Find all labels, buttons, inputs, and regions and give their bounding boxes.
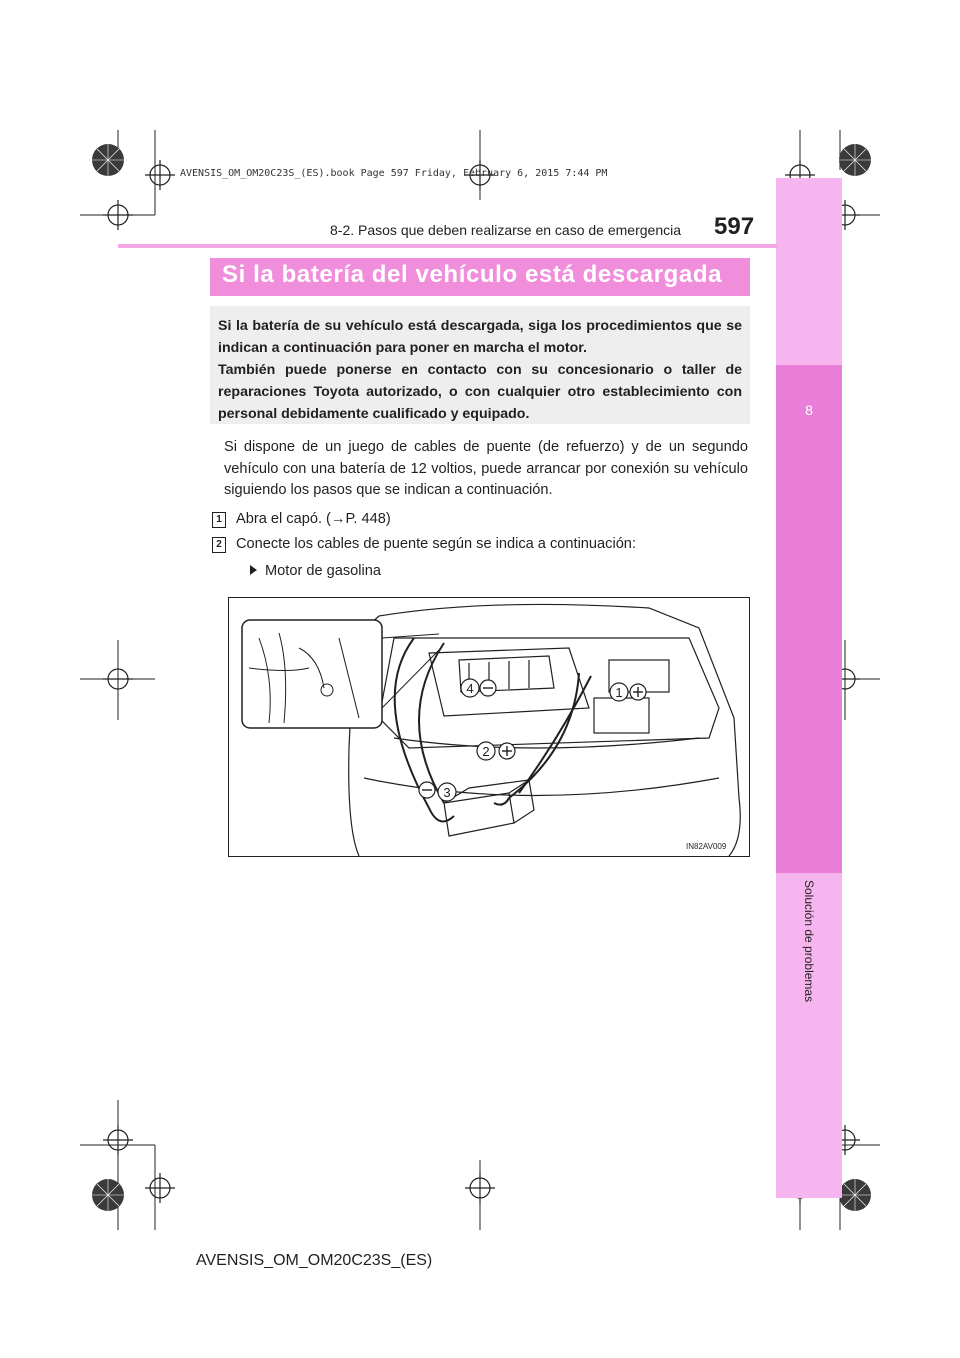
engine-illustration xyxy=(229,598,750,857)
callout-1: 1 xyxy=(615,685,623,700)
chapter-tab-label: Solución de problemas xyxy=(802,880,816,1003)
intro-paragraph-2: También puede ponerse en contacto con su concesionario o taller de reparaciones Toyota autorizado, o con cualquier otro establecimiento con personal debidamente cualificado y equipado. xyxy=(218,362,742,422)
jump-start-figure xyxy=(228,597,750,857)
step-number-box: 2 xyxy=(212,537,226,553)
callout-4: 4 xyxy=(466,681,474,696)
book-stamp: AVENSIS_OM_OM20C23S_(ES).book Page 597 Friday, February 6, 2015 7:44 PM xyxy=(180,168,608,179)
intro-paragraph-1: Si la batería de su vehículo está descargada, siga los procedimientos que se indican a continuación para poner en marcha el motor. xyxy=(218,318,742,356)
step-text: Conecte los cables de puente según se indica a continuación: xyxy=(236,536,636,552)
intro-text xyxy=(218,315,742,425)
triangle-bullet-icon xyxy=(250,565,257,575)
bullet-item xyxy=(250,563,381,579)
chapter-tab xyxy=(776,365,842,873)
bullet-text: Motor de gasolina xyxy=(265,563,382,579)
header-rule xyxy=(118,244,778,248)
step-2 xyxy=(212,536,636,553)
callout-2: 2 xyxy=(482,744,490,759)
callout-3: 3 xyxy=(443,785,451,800)
step-text: Abra el capó. (→P. 448) xyxy=(236,511,391,527)
chapter-tab-label-wrap xyxy=(800,880,820,1003)
header-section-title: 8-2. Pasos que deben realizarse en caso de emergencia xyxy=(330,222,681,238)
page-number: 597 xyxy=(714,213,755,240)
chapter-tab-number: 8 xyxy=(805,402,813,418)
body-paragraph: Si dispone de un juego de cables de puente (de refuerzo) y de un segundo vehículo con una batería de 12 voltios, puede arrancar por conexión su vehículo siguiendo los pasos que se indican a continuación. xyxy=(224,439,748,498)
figure-code: IN82AV009 xyxy=(686,842,727,851)
page-title: Si la batería del vehículo está descargada xyxy=(222,261,723,288)
step-number-box: 1 xyxy=(212,512,226,528)
step-1 xyxy=(212,511,391,528)
footer-doc-id: AVENSIS_OM_OM20C23S_(ES) xyxy=(196,1252,433,1269)
